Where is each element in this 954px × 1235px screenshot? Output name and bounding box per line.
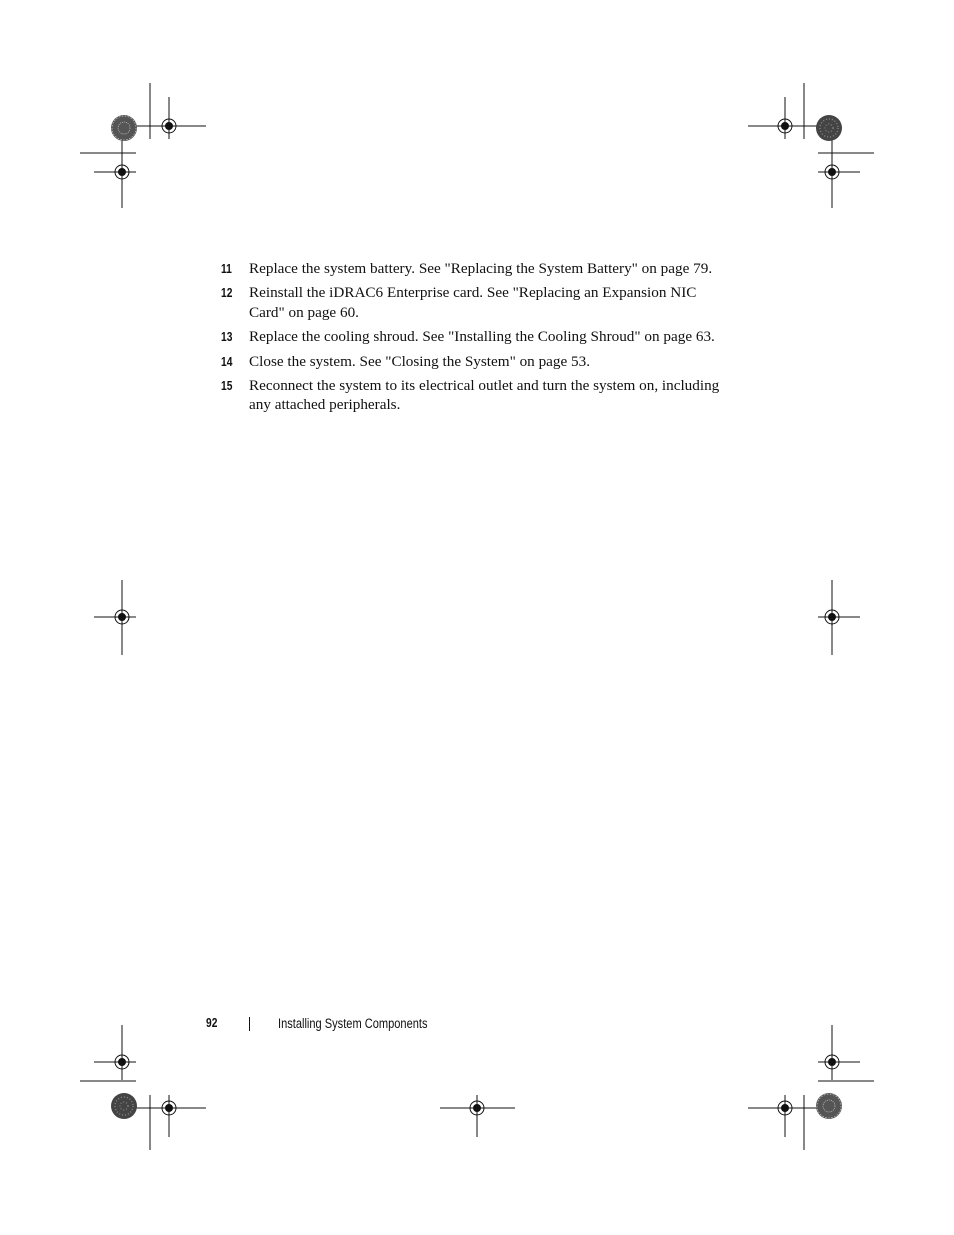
step-number: 11 [221,262,232,276]
step-number: 14 [221,354,233,369]
step-text: Reconnect the system to its electrical outlet and turn the system on, including any attached peripherals. [249,377,720,414]
step-item [221,283,721,322]
step-number: 12 [221,286,233,301]
step-item [221,352,721,371]
procedure-steps [221,259,721,420]
step-text: Reinstall the iDRAC6 Enterprise card. See "Replacing an Expansion NIC Card" on page 60. [249,284,697,321]
step-item [221,259,721,278]
step-text: Close the system. See "Closing the System" on page 53. [249,352,591,370]
step-item [221,327,721,346]
step-item [221,376,721,415]
footer-section-title: Installing System Components [278,1016,428,1031]
footer-divider [249,1017,250,1031]
step-number: 15 [221,379,233,394]
page-number: 92 [206,1016,218,1030]
step-number: 13 [221,330,233,345]
step-text: Replace the cooling shroud. See "Installing the Cooling Shroud" on page 63. [249,328,715,346]
step-text: Replace the system battery. See "Replacing the System Battery" on page 79. [249,260,713,277]
